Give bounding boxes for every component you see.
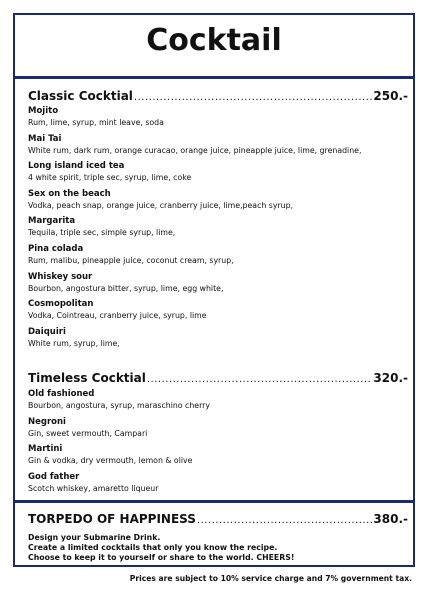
list-item bbox=[28, 472, 408, 500]
torpedo-description bbox=[28, 533, 294, 563]
item-name: Pina colada bbox=[28, 243, 84, 254]
section-name: TORPEDO OF HAPPINESS bbox=[28, 512, 196, 526]
item-description: Tequila, triple sec, simple syrup, lime, bbox=[28, 228, 176, 238]
price-footnote: Prices are subject to 10% service charge and 7% government tax. bbox=[129, 574, 412, 583]
section-header-torpedo bbox=[28, 512, 408, 526]
section-name: Classic Cocktial bbox=[28, 89, 133, 103]
item-description: 4 white spirit, triple sec, syrup, lime, coke bbox=[28, 173, 192, 183]
item-name: God father bbox=[28, 471, 80, 482]
timeless-item-list bbox=[28, 389, 408, 499]
menu-frame bbox=[13, 77, 415, 502]
dot-leader bbox=[134, 92, 372, 103]
item-description: Rum, lime, syrup, mint leave, soda bbox=[28, 118, 164, 127]
page-title: Cocktail bbox=[146, 23, 282, 58]
section-name: Timeless Cocktial bbox=[28, 371, 146, 385]
list-item bbox=[28, 417, 408, 445]
item-name: Martini bbox=[28, 444, 63, 455]
torpedo-line: Design your Submarine Drink. bbox=[28, 533, 161, 542]
list-item bbox=[28, 444, 408, 472]
list-item bbox=[28, 106, 408, 134]
torpedo-frame bbox=[13, 501, 415, 567]
item-name: Old fashioned bbox=[28, 389, 95, 399]
section-header-classic bbox=[28, 89, 408, 103]
classic-item-list bbox=[28, 106, 408, 354]
list-item bbox=[28, 161, 408, 189]
title-frame bbox=[13, 13, 415, 78]
list-item bbox=[28, 299, 408, 327]
item-description: Vodka, Cointreau, cranberry juice, syrup, lime bbox=[28, 311, 207, 321]
section-price: 320.- bbox=[373, 371, 408, 385]
list-item bbox=[28, 327, 408, 355]
torpedo-line: Create a limited cocktails that only you know the recipe. bbox=[28, 543, 278, 552]
item-description: Gin & vodka, dry vermouth, lemon & olive bbox=[28, 456, 193, 466]
section-price: 380.- bbox=[373, 512, 408, 526]
item-name: Margarita bbox=[28, 216, 76, 227]
item-name: Cosmopolitan bbox=[28, 299, 94, 310]
list-item bbox=[28, 244, 408, 272]
section-header-timeless bbox=[28, 371, 408, 385]
item-description: White rum, syrup, lime, bbox=[28, 338, 120, 348]
section-price: 250.- bbox=[373, 89, 408, 103]
item-description: Vodka, peach snap, orange juice, cranberry juice, lime,peach syrup, bbox=[28, 200, 294, 210]
list-item bbox=[28, 272, 408, 300]
item-name: Daiquiri bbox=[28, 326, 66, 337]
item-name: Mai Tai bbox=[28, 133, 62, 144]
item-description: White rum, dark rum, orange curacao, orange juice, pineapple juice, lime, grenadine, bbox=[28, 145, 362, 155]
item-description: Rum, malibu, pineapple juice, coconut cream, syrup, bbox=[28, 255, 234, 265]
list-item bbox=[28, 134, 408, 162]
list-item bbox=[28, 389, 408, 417]
dot-leader bbox=[147, 374, 373, 385]
dot-leader bbox=[197, 515, 373, 526]
list-item bbox=[28, 189, 408, 217]
torpedo-line: Choose to keep it to yourself or share to the world. CHEERS! bbox=[28, 553, 295, 562]
item-name: Sex on the beach bbox=[28, 188, 111, 199]
item-name: Mojito bbox=[28, 106, 59, 116]
list-item bbox=[28, 216, 408, 244]
item-description: Gin, sweet vermouth, Campari bbox=[28, 428, 148, 438]
item-description: Bourbon, angostura, syrup, maraschino cherry bbox=[28, 401, 210, 410]
item-description: Scotch whiskey, amaretto liqueur bbox=[28, 483, 159, 493]
item-name: Negroni bbox=[28, 416, 66, 427]
item-name: Whiskey sour bbox=[28, 271, 93, 282]
item-description: Bourbon, angostura bitter, syrup, lime, egg white, bbox=[28, 283, 224, 293]
item-name: Long island iced tea bbox=[28, 161, 125, 172]
